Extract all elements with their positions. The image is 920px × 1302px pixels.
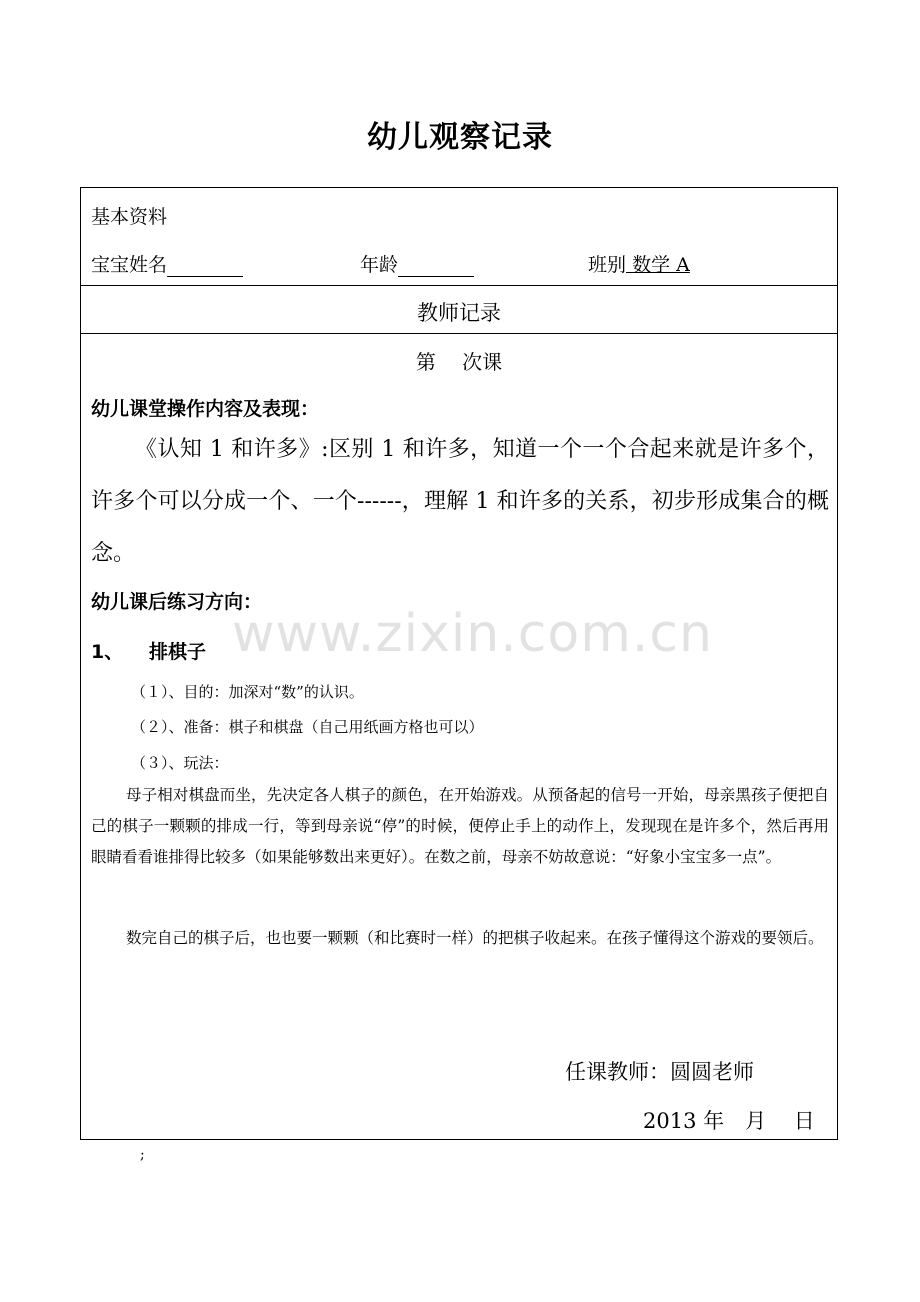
name-value [167, 256, 243, 277]
item1-title: 排棋子 [149, 641, 207, 663]
age-field [360, 250, 474, 277]
play-paragraph-1: 母子相对棋盘而坐，先决定各人棋子的颜色，在开始游戏。从预备起的信号一开始，母亲黑孩子便把自己的棋子一颗颗的排成一行，等到母亲说“停”的时候，便停止手上的动作上，发现现在是许多个，然后再用眼睛看看谁排得比较多（如果能够数出来更好）。在数之前，母亲不妨故意说：“好象小宝宝多一点”。 [91, 786, 829, 866]
teacher-record-heading: 教师记录 [417, 301, 501, 325]
prep-text: （２）、准备：棋子和棋盘（自己用纸画方格也可以） [131, 718, 484, 736]
lesson-number: 第 次课 [415, 350, 503, 374]
section1-heading: 幼儿课堂操作内容及表现： [91, 398, 320, 420]
watermark: www.zixin.com.cn [232, 604, 713, 664]
age-label: 年龄 [360, 254, 399, 276]
item1-number: 1、 [91, 641, 124, 663]
class-label: 班别 [588, 254, 627, 276]
age-value [398, 256, 474, 277]
section1-body: 《认知 1 和许多》:区别 1 和许多，知道一个一个合起来就是许多个，许多个可以分成一个、一个------，理解 1 和许多的关系，初步形成集合的概念。 [91, 437, 829, 566]
play-paragraph-2: 数完自己的棋子后，也也要一颗颗（和比赛时一样）的把棋子收起来。在孩子懂得这个游戏的要领后。 [126, 929, 824, 947]
footnote-mark: ; [140, 1147, 145, 1163]
page-title: 幼儿观察记录 [367, 120, 553, 155]
class-value: 数学 A [632, 254, 690, 276]
record-date: 2013 年 月 日 [643, 1109, 815, 1133]
teacher-record-body [81, 334, 837, 1139]
play-text: （３）、玩法： [131, 754, 229, 772]
section2-heading: 幼儿课后练习方向： [91, 591, 263, 613]
class-field [588, 250, 690, 277]
teacher-record-header [81, 286, 837, 334]
basic-info-section [81, 188, 837, 286]
teacher-signature: 任课教师：圆圆老师 [565, 1060, 754, 1084]
goal-text: （１）、目的：加深对“数”的认识。 [131, 683, 364, 701]
name-field [91, 250, 243, 277]
name-label: 宝宝姓名 [91, 254, 168, 276]
basic-info-heading: 基本资料 [91, 206, 168, 228]
